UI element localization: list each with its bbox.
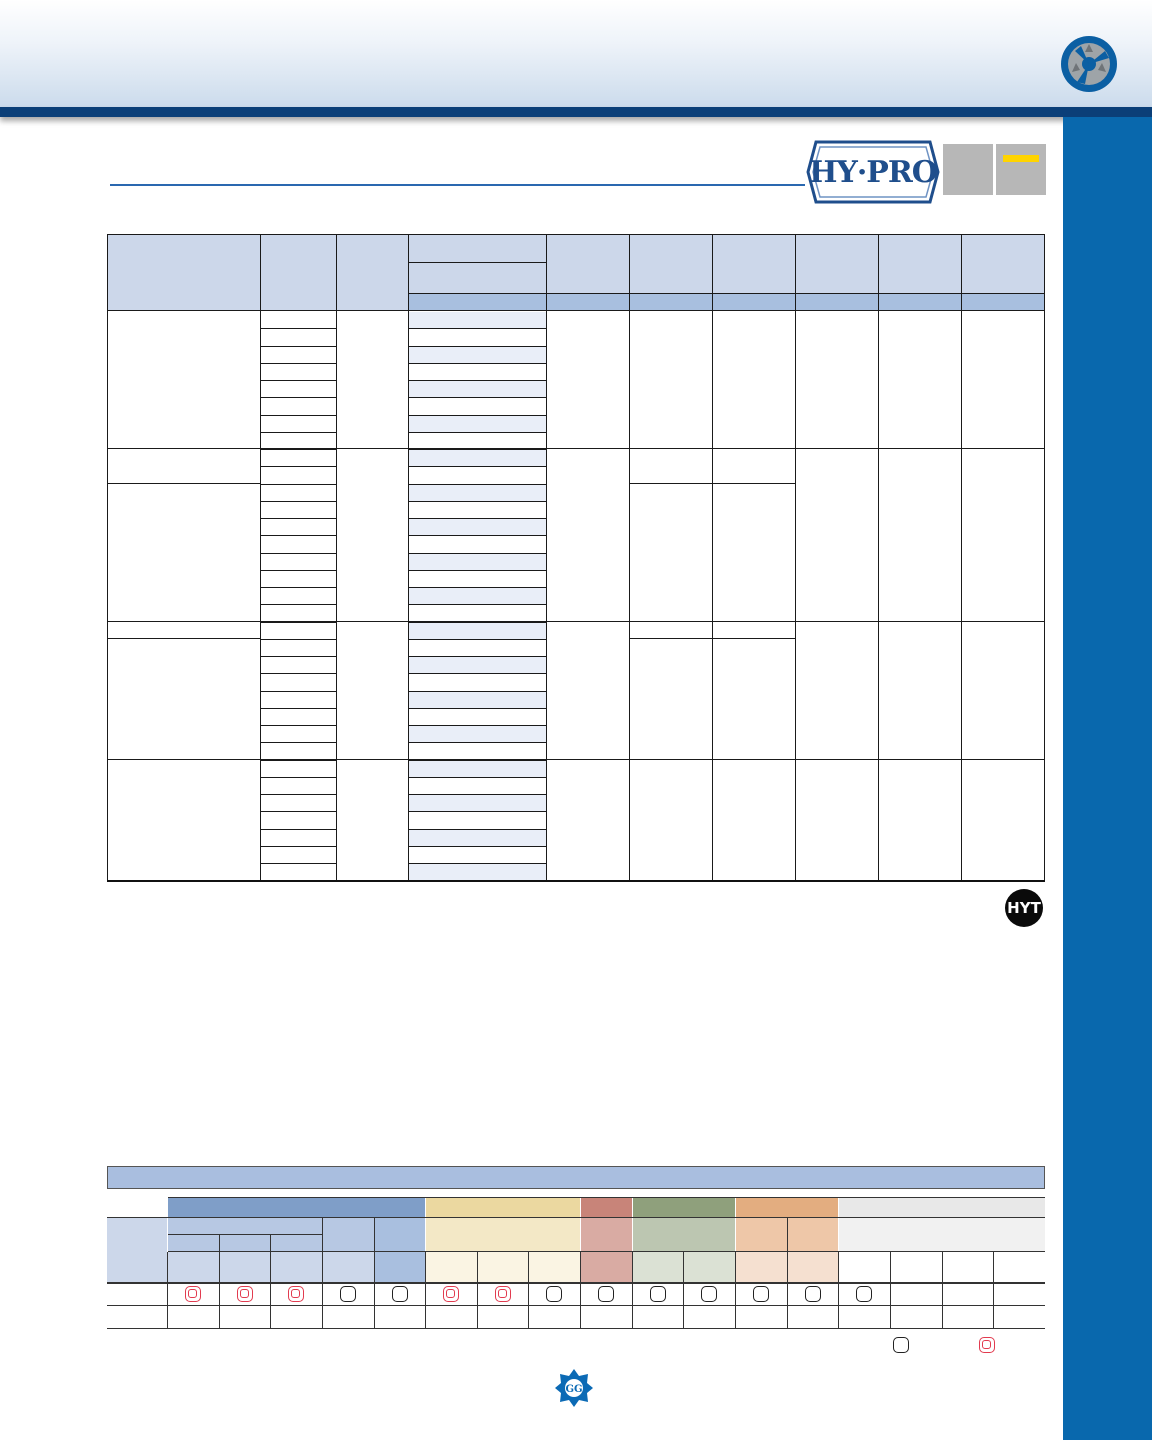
header-top-rule	[107, 234, 1045, 235]
column-divider	[408, 234, 409, 880]
row-divider	[409, 363, 546, 364]
outline-circle-icon	[340, 1286, 356, 1302]
group-divider	[107, 621, 1045, 622]
category-tab-2	[996, 144, 1046, 195]
row-divider	[409, 846, 546, 847]
osg-logo	[555, 1368, 593, 1408]
row-divider	[409, 656, 546, 657]
group-divider	[630, 638, 795, 639]
lt-col-divider	[890, 1252, 891, 1328]
svg-text:HY·PRO: HY·PRO	[809, 155, 937, 190]
header-bottom-rule	[107, 310, 1045, 311]
outline-circle-icon	[546, 1286, 562, 1302]
steel-sub	[323, 1218, 374, 1251]
stainless-sub	[426, 1218, 580, 1251]
compatibility-table-title-bar	[107, 1166, 1045, 1189]
row-divider	[261, 725, 336, 726]
row-divider	[409, 415, 546, 416]
spec-cell-shaded	[409, 657, 546, 673]
castiron-sub	[581, 1218, 632, 1282]
lt-col-divider	[477, 1252, 478, 1328]
row-divider	[261, 570, 336, 571]
row-divider	[261, 466, 336, 467]
nonferrous-sub	[633, 1218, 735, 1251]
spec-cell-shaded	[409, 312, 546, 328]
lt-col-divider	[735, 1252, 736, 1328]
material-group-heatresistant	[736, 1198, 838, 1217]
material-group-steel	[168, 1198, 425, 1217]
column-divider	[795, 234, 796, 880]
row-divider	[409, 742, 546, 743]
lt-col-divider	[270, 1252, 271, 1328]
lt-col-divider	[993, 1252, 994, 1328]
row-divider	[261, 742, 336, 743]
column-divider	[546, 234, 547, 880]
row-divider	[261, 553, 336, 554]
row-divider	[409, 863, 546, 864]
row-divider	[261, 656, 336, 657]
header-divider	[409, 293, 1045, 294]
row-divider	[261, 673, 336, 674]
row-divider	[261, 760, 336, 761]
row-divider	[261, 397, 336, 398]
spec-cell-shaded	[409, 623, 546, 639]
header-stripe	[0, 107, 1152, 117]
spec-cell-shaded	[409, 381, 546, 397]
table-bottom-rule	[107, 880, 1045, 882]
row-divider	[409, 639, 546, 640]
material-group-stainless	[426, 1198, 580, 1217]
lt-col-divider	[787, 1218, 788, 1252]
row-divider	[409, 518, 546, 519]
lt-rule	[107, 1217, 1045, 1218]
spec-cell-shaded	[409, 519, 546, 535]
lt-col-divider	[322, 1252, 323, 1328]
outline-circle-icon	[650, 1286, 666, 1302]
row-divider	[409, 501, 546, 502]
lt-rule	[107, 1328, 1045, 1329]
row-divider	[409, 777, 546, 778]
lt-col-divider	[425, 1252, 426, 1328]
lt-col-divider	[632, 1252, 633, 1328]
title-rule	[110, 184, 805, 186]
row-divider	[261, 708, 336, 709]
lt-rule	[168, 1251, 1045, 1252]
row-divider	[409, 346, 546, 347]
row-divider	[409, 484, 546, 485]
row-divider	[261, 622, 336, 623]
row-divider	[261, 794, 336, 795]
red-double-circle-icon	[185, 1286, 201, 1302]
nonferrous-leaf	[633, 1252, 735, 1282]
group-divider	[107, 759, 1045, 760]
row-divider	[261, 639, 336, 640]
row-divider	[409, 535, 546, 536]
row-divider	[409, 380, 546, 381]
red-double-circle-icon	[443, 1286, 459, 1302]
outline-circle-icon	[753, 1286, 769, 1302]
column-divider	[961, 234, 962, 880]
spec-cell-shaded	[409, 588, 546, 604]
spec-cell-shaded	[409, 554, 546, 570]
row-divider	[409, 811, 546, 812]
steel-leaf	[168, 1252, 374, 1282]
row-divider	[409, 794, 546, 795]
column-divider	[260, 234, 261, 880]
steel-hardened	[375, 1218, 425, 1282]
lt-rule	[107, 1282, 1045, 1284]
lt-col-divider	[838, 1252, 839, 1328]
row-divider	[409, 691, 546, 692]
material-group-nonferrous	[633, 1198, 735, 1217]
row-divider	[409, 397, 546, 398]
steel-sub	[168, 1235, 322, 1251]
lt-col-divider	[787, 1252, 788, 1328]
lt-col-divider	[528, 1252, 529, 1328]
spec-cell-shaded	[409, 450, 546, 466]
row-divider	[261, 863, 336, 864]
column-divider	[1044, 234, 1045, 880]
column-divider	[712, 234, 713, 880]
product-table	[107, 234, 1045, 882]
row-divider	[261, 691, 336, 692]
spec-cell-shaded	[409, 795, 546, 811]
group-divider	[107, 483, 260, 484]
row-divider	[261, 587, 336, 588]
row-divider	[261, 449, 336, 450]
red-double-circle-icon	[237, 1286, 253, 1302]
row-divider	[261, 432, 336, 433]
lt-col-divider	[942, 1252, 943, 1328]
saw-blade-icon	[1059, 34, 1119, 94]
spec-cell-shaded	[409, 830, 546, 846]
steel-sub	[168, 1218, 322, 1234]
red-double-circle-icon	[495, 1286, 511, 1302]
row-divider	[261, 346, 336, 347]
row-divider	[261, 501, 336, 502]
lt-rule	[107, 1305, 1045, 1306]
row-divider	[261, 415, 336, 416]
row-divider	[409, 328, 546, 329]
row-divider	[261, 328, 336, 329]
lt-col-divider	[270, 1235, 271, 1252]
lt-col-divider	[683, 1252, 684, 1328]
material-group-other	[839, 1198, 1045, 1217]
row-divider	[261, 846, 336, 847]
lt-col-divider	[580, 1252, 581, 1328]
row-divider	[409, 622, 546, 623]
outline-circle-icon	[598, 1286, 614, 1302]
group-divider	[107, 448, 1045, 449]
column-divider	[336, 234, 337, 880]
row-divider	[261, 829, 336, 830]
spec-cell-shaded	[409, 692, 546, 708]
stainless-leaf	[426, 1252, 580, 1282]
row-header-cell	[107, 1217, 167, 1282]
row-divider	[261, 484, 336, 485]
row-divider	[409, 432, 546, 433]
outline-circle-icon	[856, 1286, 872, 1302]
lt-col-divider	[219, 1235, 220, 1252]
row-divider	[409, 587, 546, 588]
spec-cell-shaded	[409, 347, 546, 363]
spec-cell-shaded	[409, 485, 546, 501]
row-divider	[261, 777, 336, 778]
row-divider	[409, 760, 546, 761]
outline-circle-icon	[701, 1286, 717, 1302]
page-header-band	[0, 0, 1152, 108]
right-sidebar	[1063, 117, 1152, 1440]
category-accent	[1003, 155, 1039, 162]
red-double-circle-icon	[288, 1286, 304, 1302]
column-divider	[878, 234, 879, 880]
row-divider	[409, 553, 546, 554]
material-group-castiron	[581, 1198, 632, 1217]
lt-col-divider	[374, 1252, 375, 1328]
row-divider	[261, 380, 336, 381]
other-sub	[839, 1218, 1045, 1251]
spec-cell-shaded	[409, 416, 546, 432]
outline-circle-icon	[392, 1286, 408, 1302]
spec-cell-shaded	[409, 761, 546, 777]
row-divider	[261, 535, 336, 536]
outline-circle-icon	[805, 1286, 821, 1302]
lt-col-divider	[219, 1252, 220, 1328]
row-divider	[261, 811, 336, 812]
row-divider	[261, 518, 336, 519]
row-divider	[261, 363, 336, 364]
outline-circle-icon	[893, 1337, 909, 1353]
group-divider	[107, 638, 260, 639]
lt-rule	[168, 1197, 1045, 1198]
row-divider	[409, 570, 546, 571]
row-divider	[409, 604, 546, 605]
group-divider	[630, 483, 795, 484]
hyt-badge: HYT	[1005, 889, 1043, 927]
red-double-circle-icon	[979, 1337, 995, 1353]
svg-text:GG: GG	[565, 1384, 583, 1395]
column-divider	[629, 234, 630, 880]
lt-col-divider	[374, 1218, 375, 1252]
spec-cell-shaded	[409, 864, 546, 880]
lt-col-divider	[322, 1218, 323, 1252]
row-divider	[409, 708, 546, 709]
lt-col-divider	[167, 1252, 168, 1328]
spec-cell-shaded	[409, 726, 546, 742]
row-divider	[409, 466, 546, 467]
row-divider	[409, 673, 546, 674]
row-divider	[409, 829, 546, 830]
row-divider	[261, 604, 336, 605]
row-divider	[409, 449, 546, 450]
column-divider	[107, 234, 108, 880]
lt-rule	[168, 1234, 322, 1235]
category-tab-1	[943, 144, 993, 195]
row-divider	[409, 725, 546, 726]
hypro-logo	[806, 138, 940, 206]
header-divider	[409, 262, 546, 263]
